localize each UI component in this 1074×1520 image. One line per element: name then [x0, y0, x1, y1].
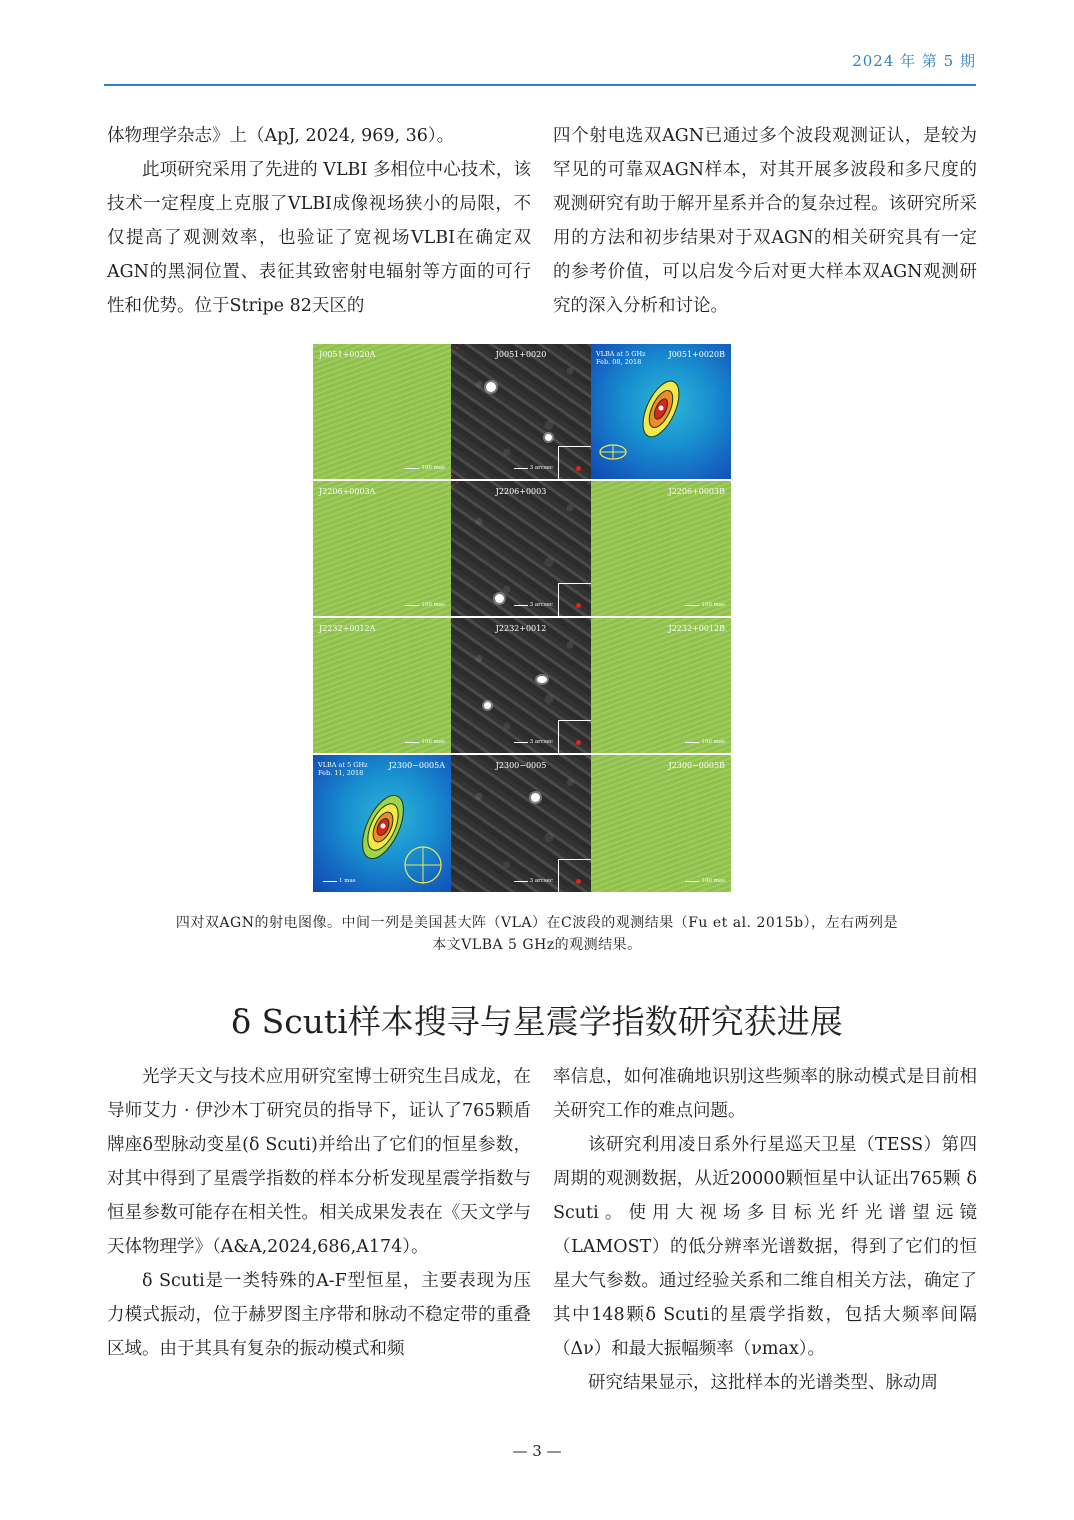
radio-image-figure	[313, 344, 731, 890]
beam-inset	[558, 859, 591, 892]
panel-label: J2300−0005A	[388, 761, 445, 770]
paragraph: 光学天文与技术应用研究室博士研究生吕成龙，在导师艾力 · 伊沙木丁研究员的指导下，证认了765颗盾牌座δ型脉动变星(δ Scuti)并给出了它们的恒星参数，对其中得到了星震学指数的样本分析发现星震学指数与恒星参数可能存在相关性。相关成果发表在《天文学与天体物理学》（A&A,2024,686,A174）。	[107, 1067, 531, 1257]
vlba-panel	[313, 344, 451, 479]
article2-left-column	[107, 1060, 531, 1366]
scale-bar: 100 mas	[421, 739, 445, 745]
vlba-note: VLBA at 5 GHz Feb. 08, 2018	[596, 350, 646, 366]
beam-inset	[558, 446, 591, 479]
page-number: — 3 —	[512, 1442, 562, 1460]
scale-bar: 3 arcsec	[529, 878, 553, 884]
paragraph: δ Scuti是一类特殊的A-F型恒星，主要表现为压力模式振动，位于赫罗图主序带和脉动不稳定带的重叠区域。由于其具有复杂的振动模式和频	[107, 1271, 531, 1359]
vlba-panel	[591, 755, 731, 892]
paragraph: 四个射电选双AGN已通过多个波段观测证认，是较为罕见的可靠双AGN样本，对其开展多波段和多尺度的观测研究有助于解开星系并合的复杂过程。该研究所采用的方法和初步结果对于双AGN的相关研究具有一定的参考价值，可以启发今后对更大样本双AGN观测研究的深入分析和讨论。	[553, 126, 977, 316]
vlba-panel	[313, 618, 451, 753]
radio-source	[545, 434, 552, 441]
vlba-panel	[591, 344, 731, 479]
panel-label: J2206+0003	[495, 487, 547, 496]
contour-plot	[591, 344, 731, 479]
panel-label: J0051+0020	[495, 350, 547, 359]
scale-bar: 3 arcsec	[529, 602, 553, 608]
scale-bar: 100 mas	[701, 602, 725, 608]
paragraph: 该研究利用凌日系外行星巡天卫星（TESS）第四周期的观测数据，从近20000颗恒星中认证出765颗 δ Scuti。使用大视场多目标光纤光谱望远镜（LAMOST）的低分辨率光谱数据，得到了它们的恒星大气参数。通过经验关系和二维自相关方法，确定了其中148颗δ Scuti的星震学指数，包括大频率间隔（Δν）和最大振幅频率（νmax）。	[553, 1135, 977, 1359]
article1-left-column	[107, 119, 531, 323]
beam-inset	[558, 720, 591, 753]
paragraph: 研究结果显示，这批样本的光谱类型、脉动周	[588, 1373, 938, 1393]
vla-panel	[451, 755, 591, 892]
paragraph: 此项研究采用了先进的 VLBI 多相位中心技术，该技术一定程度上克服了VLBI成像视场狭小的局限，不仅提高了观测效率，也验证了宽视场VLBI在确定双AGN的黑洞位置、表征其致密射电辐射等方面的可行性和优势。位于Stripe 82天区的	[107, 160, 531, 316]
vlba-panel	[313, 481, 451, 616]
panel-label: J2206+0003A	[319, 487, 376, 496]
panel-label: J2232+0012	[495, 624, 547, 633]
panel-label: J0051+0020B	[668, 350, 725, 359]
caption-line: 本文VLBA 5 GHz的观测结果。	[432, 937, 642, 953]
paragraph: 率信息，如何准确地识别这些频率的脉动模式是目前相关研究工作的难点问题。	[553, 1067, 977, 1121]
radio-source	[486, 382, 496, 392]
article2-right-column	[553, 1060, 977, 1400]
panel-label: J2300−0005	[495, 761, 547, 770]
vlba-note: VLBA at 5 GHz Feb. 11, 2018	[318, 761, 368, 777]
vla-panel	[451, 344, 591, 479]
vla-panel	[451, 481, 591, 616]
contour-plot	[313, 755, 451, 892]
radio-source	[531, 793, 540, 802]
header-rule	[104, 84, 976, 86]
scale-bar: 100 mas	[701, 878, 725, 884]
vla-panel	[451, 618, 591, 753]
paragraph: 体物理学杂志》上（ApJ, 2024, 969, 36）。	[107, 126, 455, 146]
panel-label: J0051+0020A	[319, 350, 376, 359]
vlba-panel	[591, 618, 731, 753]
scale-bar: 100 mas	[421, 602, 445, 608]
panel-label: J2232+0012A	[319, 624, 376, 633]
article1-right-column	[553, 119, 977, 323]
radio-source	[537, 676, 547, 683]
scale-bar: 3 arcsec	[529, 465, 553, 471]
panel-label: J2206+0003B	[668, 487, 725, 496]
radio-source	[484, 702, 491, 709]
vlba-panel	[313, 755, 451, 892]
caption-line: 四对双AGN的射电图像。中间一列是美国甚大阵（VLA）在C波段的观测结果（Fu et al. 2015b），左右两列是	[175, 915, 899, 931]
issue-header: 2024 年 第 5 期	[852, 52, 976, 70]
article-title: δ Scuti样本搜寻与星震学指数研究获进展	[231, 1002, 843, 1041]
scale-bar: 100 mas	[421, 465, 445, 471]
panel-label: J2300−0005B	[668, 761, 725, 770]
scale-bar: 100 mas	[701, 739, 725, 745]
scale-bar: 3 arcsec	[529, 739, 553, 745]
radio-source	[495, 594, 504, 603]
beam-inset	[558, 583, 591, 616]
scale-bar: 1 mas	[339, 878, 356, 884]
vlba-panel	[591, 481, 731, 616]
panel-label: J2232+0012B	[668, 624, 725, 633]
figure-caption	[0, 912, 1074, 956]
